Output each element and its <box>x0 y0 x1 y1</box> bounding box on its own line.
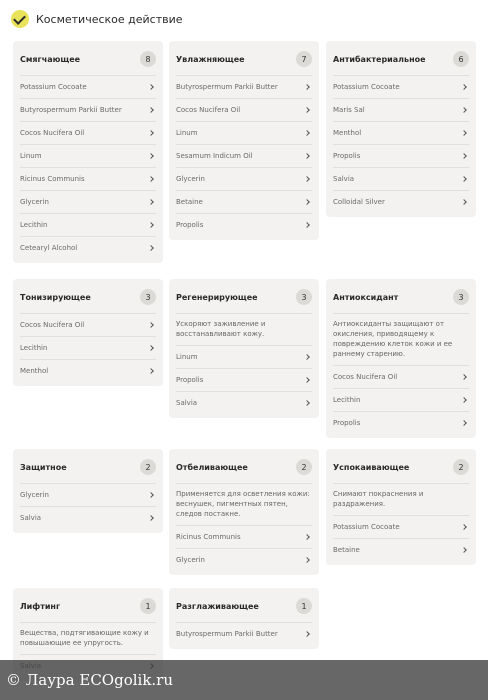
ingredient-list <box>20 75 156 259</box>
ingredient-label: Lecithin <box>333 396 361 404</box>
watermark-text: © Лаура ECOgolik.ru <box>6 671 174 689</box>
chevron-right-icon <box>461 397 467 403</box>
chevron-right-icon <box>148 199 154 205</box>
count-badge: 2 <box>296 459 312 475</box>
ingredient-link[interactable] <box>333 365 469 388</box>
effect-card-title: Регенерирующее <box>176 292 258 302</box>
count-badge: 2 <box>140 459 156 475</box>
effect-card-header[interactable] <box>176 588 312 622</box>
effect-card-title: Антиоксидант <box>333 292 399 302</box>
effect-card-header[interactable] <box>20 588 156 622</box>
chevron-right-icon <box>148 222 154 228</box>
chevron-right-icon <box>304 222 310 228</box>
chevron-right-icon <box>304 130 310 136</box>
ingredient-link[interactable] <box>176 121 312 144</box>
ingredient-label: Salvia <box>333 175 355 183</box>
ingredient-link[interactable] <box>20 98 156 121</box>
chevron-right-icon <box>148 492 154 498</box>
ingredient-label: Potassium Cocoate <box>20 83 87 91</box>
chevron-right-icon <box>148 368 154 374</box>
ingredient-link[interactable] <box>176 368 312 391</box>
effect-card-header[interactable] <box>333 279 469 313</box>
effect-card-header[interactable] <box>176 449 312 483</box>
count-badge: 6 <box>453 51 469 67</box>
effect-card <box>169 449 319 575</box>
effect-description: Антиоксиданты защищают от окисления, приводящему к повреждению клеток кожи и ее раннему старению. <box>333 313 469 365</box>
effect-card <box>13 279 163 386</box>
count-badge: 3 <box>453 289 469 305</box>
watermark-bar <box>0 660 488 700</box>
count-badge: 3 <box>140 289 156 305</box>
chevron-right-icon <box>461 107 467 113</box>
ingredient-link[interactable] <box>176 98 312 121</box>
effect-card-header[interactable] <box>333 449 469 483</box>
effect-card-title: Антибактериальное <box>333 54 426 64</box>
ingredient-label: Colloidal Silver <box>333 198 385 206</box>
effect-card-header[interactable] <box>20 279 156 313</box>
ingredient-link[interactable] <box>20 236 156 259</box>
ingredient-label: Cocos Nucifera Oil <box>333 373 398 381</box>
ingredient-label: Betaine <box>176 198 203 206</box>
chevron-right-icon <box>461 420 467 426</box>
chevron-right-icon <box>304 377 310 383</box>
chevron-right-icon <box>461 176 467 182</box>
ingredient-link[interactable] <box>333 411 469 434</box>
ingredient-list <box>333 365 469 434</box>
effect-card-header[interactable] <box>333 41 469 75</box>
effect-card <box>169 41 319 240</box>
count-badge: 7 <box>296 51 312 67</box>
ingredient-label: Linum <box>176 353 198 361</box>
chevron-right-icon <box>304 354 310 360</box>
ingredient-label: Lecithin <box>20 221 48 229</box>
effect-card-header[interactable] <box>176 41 312 75</box>
chevron-right-icon <box>148 153 154 159</box>
effect-card-title: Успокаивающее <box>333 462 410 472</box>
ingredient-label: Linum <box>176 129 198 137</box>
effect-card <box>13 41 163 263</box>
effect-card <box>169 279 319 418</box>
ingredient-link[interactable] <box>20 144 156 167</box>
chevron-right-icon <box>148 322 154 328</box>
ingredient-link[interactable] <box>333 144 469 167</box>
ingredient-link[interactable] <box>20 359 156 382</box>
chevron-right-icon <box>304 107 310 113</box>
ingredient-list <box>333 75 469 213</box>
ingredient-link[interactable] <box>176 525 312 548</box>
chevron-right-icon <box>304 534 310 540</box>
ingredient-label: Propolis <box>176 221 204 229</box>
ingredient-label: Glycerin <box>176 175 205 183</box>
effect-card-title: Тонизирующее <box>20 292 91 302</box>
ingredient-list <box>176 75 312 236</box>
chevron-right-icon <box>461 153 467 159</box>
chevron-right-icon <box>148 107 154 113</box>
ingredient-label: Cetearyl Alcohol <box>20 244 78 252</box>
ingredient-link[interactable] <box>20 506 156 529</box>
chevron-right-icon <box>304 176 310 182</box>
effect-card <box>13 449 163 533</box>
ingredient-label: Butyrospermum Parkii Butter <box>176 83 278 91</box>
chevron-right-icon <box>148 345 154 351</box>
chevron-right-icon <box>148 84 154 90</box>
ingredient-link[interactable] <box>176 622 312 645</box>
ingredient-link[interactable] <box>176 144 312 167</box>
effect-card <box>169 588 319 649</box>
ingredient-link[interactable] <box>176 548 312 571</box>
ingredient-label: Glycerin <box>20 198 49 206</box>
chevron-right-icon <box>461 130 467 136</box>
ingredient-link[interactable] <box>333 538 469 561</box>
effect-card-title: Лифтинг <box>20 601 61 611</box>
ingredient-link[interactable] <box>333 75 469 98</box>
effect-card-header[interactable] <box>20 41 156 75</box>
ingredient-link[interactable] <box>20 213 156 236</box>
count-badge: 1 <box>140 598 156 614</box>
ingredient-list <box>20 313 156 382</box>
ingredient-link[interactable] <box>20 336 156 359</box>
count-badge: 2 <box>453 459 469 475</box>
ingredient-link[interactable] <box>20 75 156 98</box>
ingredient-label: Betaine <box>333 546 360 554</box>
ingredient-link[interactable] <box>20 121 156 144</box>
ingredient-label: Propolis <box>333 419 361 427</box>
ingredient-list <box>176 622 312 645</box>
effect-description: Ускоряют заживление и восстанавливают кожу. <box>176 313 312 345</box>
ingredient-label: Menthol <box>333 129 362 137</box>
ingredient-label: Potassium Cocoate <box>333 83 400 91</box>
effect-card-title: Разглаживающее <box>176 601 259 611</box>
chevron-right-icon <box>461 374 467 380</box>
section-header <box>11 9 183 29</box>
ingredient-list <box>176 345 312 414</box>
section-title: Косметическое действие <box>36 12 183 26</box>
ingredient-label: Salvia <box>20 514 42 522</box>
effect-description: Вещества, подтягивающие кожу и повышающие ее упругость. <box>20 622 156 654</box>
effect-card <box>326 279 476 438</box>
effect-card-title: Отбеливающее <box>176 462 248 472</box>
ingredient-label: Butyrospermum Parkii Butter <box>176 630 278 638</box>
ingredient-label: Potassium Cocoate <box>333 523 400 531</box>
ingredient-label: Ricinus Communis <box>20 175 85 183</box>
chevron-right-icon <box>148 130 154 136</box>
checkmark-icon <box>11 10 29 28</box>
ingredient-label: Menthol <box>20 367 49 375</box>
ingredient-link[interactable] <box>333 98 469 121</box>
ingredient-link[interactable] <box>333 515 469 538</box>
ingredient-label: Cocos Nucifera Oil <box>176 106 241 114</box>
ingredient-label: Sesamum Indicum Oil <box>176 152 253 160</box>
effect-description: Применяется для осветления кожи: веснушек, пигментных пятен, следов постакне. <box>176 483 312 525</box>
effect-card-title: Защитное <box>20 462 67 472</box>
ingredient-label: Lecithin <box>20 344 48 352</box>
chevron-right-icon <box>304 400 310 406</box>
ingredient-link[interactable] <box>333 388 469 411</box>
effect-card <box>326 41 476 217</box>
ingredient-label: Glycerin <box>176 556 205 564</box>
ingredient-label: Ricinus Communis <box>176 533 241 541</box>
ingredient-link[interactable] <box>20 167 156 190</box>
chevron-right-icon <box>461 84 467 90</box>
chevron-right-icon <box>461 547 467 553</box>
ingredient-link[interactable] <box>176 345 312 368</box>
ingredient-link[interactable] <box>20 190 156 213</box>
ingredient-label: Glycerin <box>20 491 49 499</box>
ingredient-link[interactable] <box>176 167 312 190</box>
chevron-right-icon <box>461 524 467 530</box>
ingredient-link[interactable] <box>20 313 156 336</box>
chevron-right-icon <box>304 84 310 90</box>
chevron-right-icon <box>304 153 310 159</box>
chevron-right-icon <box>148 515 154 521</box>
ingredient-label: Maris Sal <box>333 106 365 114</box>
chevron-right-icon <box>148 176 154 182</box>
ingredient-list <box>20 483 156 529</box>
ingredient-link[interactable] <box>176 75 312 98</box>
ingredient-label: Linum <box>20 152 42 160</box>
ingredient-list <box>333 515 469 561</box>
effect-description: Снимают покраснения и раздражения. <box>333 483 469 515</box>
ingredient-label: Propolis <box>333 152 361 160</box>
count-badge: 8 <box>140 51 156 67</box>
count-badge: 1 <box>296 598 312 614</box>
effect-card-header[interactable] <box>20 449 156 483</box>
effect-card <box>326 449 476 565</box>
count-badge: 3 <box>296 289 312 305</box>
chevron-right-icon <box>304 631 310 637</box>
chevron-right-icon <box>461 199 467 205</box>
ingredient-label: Cocos Nucifera Oil <box>20 129 85 137</box>
chevron-right-icon <box>304 557 310 563</box>
ingredient-link[interactable] <box>333 167 469 190</box>
chevron-right-icon <box>148 245 154 251</box>
ingredient-link[interactable] <box>176 213 312 236</box>
effect-card-title: Смягчающее <box>20 54 81 64</box>
ingredient-link[interactable] <box>176 391 312 414</box>
ingredient-label: Cocos Nucifera Oil <box>20 321 85 329</box>
ingredient-label: Salvia <box>176 399 198 407</box>
ingredient-label: Propolis <box>176 376 204 384</box>
ingredient-link[interactable] <box>333 121 469 144</box>
ingredient-link[interactable] <box>20 483 156 506</box>
ingredient-label: Butyrospermum Parkii Butter <box>20 106 122 114</box>
effect-card-title: Увлажняющее <box>176 54 245 64</box>
ingredient-link[interactable] <box>176 190 312 213</box>
ingredient-link[interactable] <box>333 190 469 213</box>
chevron-right-icon <box>304 199 310 205</box>
effect-card-header[interactable] <box>176 279 312 313</box>
ingredient-list <box>176 525 312 571</box>
